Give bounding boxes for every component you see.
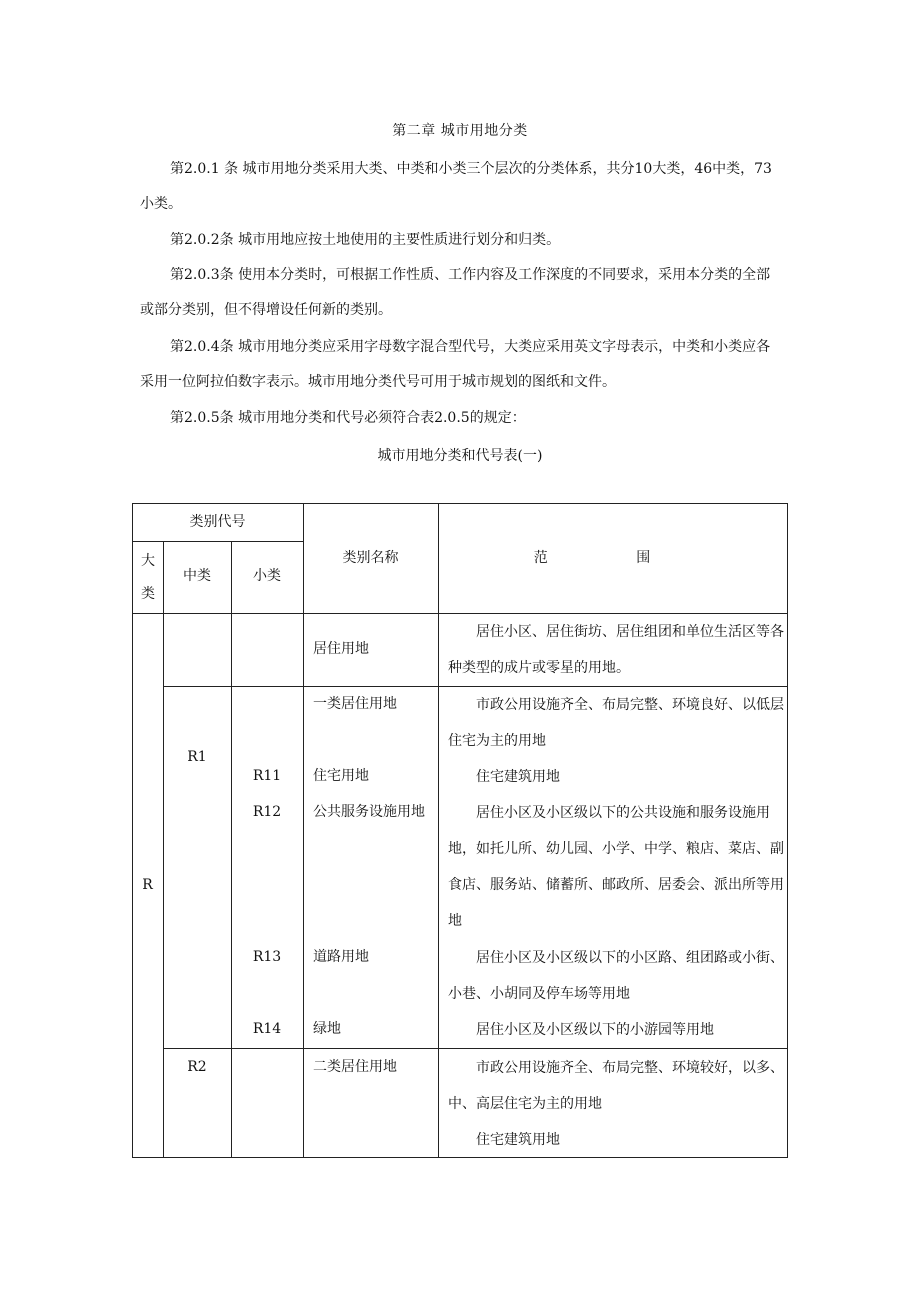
row-range: 市政公用设施齐全、布局完整、环境较好，以多、中、高层住宅为主的用地: [448, 1060, 784, 1112]
row-range: 居住小区及小区级以下的小游园等用地: [476, 1022, 714, 1038]
chapter-title: 第二章 城市用地分类: [392, 123, 528, 139]
row-range: 居住小区及小区级以下的小区路、组团路或小街、小巷、小胡同及停车场等用地: [448, 950, 784, 1002]
header-minor: 小类: [253, 568, 281, 584]
header-major-char-1: 大: [141, 553, 155, 569]
row-minor-code: R11: [252, 768, 282, 784]
paragraph-2-0-5: 第2.0.5条 城市用地分类和代号必须符合表2.0.5的规定：: [170, 410, 526, 426]
grid-line: [438, 503, 439, 1158]
header-code-group: 类别代号: [189, 514, 246, 530]
row-range: 居住小区及小区级以下的公共设施和服务设施用地，如托儿所、幼儿园、小学、中学、粮店、菜店、副食店、服务站、储蓄所、邮政所、居委会、派出所等用地: [448, 805, 784, 929]
row-medium-code: R2: [187, 1059, 207, 1075]
paragraph-2-0-4: 第2.0.4条 城市用地分类应采用字母数字混合型代号，大类应采用英文字母表示，中类和小类应各采用一位阿拉伯数字表示。城市用地分类代号可用于城市规划的图纸和文件。: [140, 339, 771, 390]
header-name: 类别名称: [342, 550, 399, 566]
row-name: 一类居住用地: [313, 696, 397, 712]
row-minor-code: R12: [252, 804, 282, 820]
row-name: 公共服务设施用地: [313, 804, 425, 820]
row-name: 道路用地: [313, 949, 369, 965]
major-code: R: [142, 877, 153, 893]
grid-line: [163, 1048, 788, 1049]
row-name: 绿地: [313, 1021, 341, 1037]
row-minor-code: R14: [252, 1021, 282, 1037]
paragraph-2-0-2: 第2.0.2条 城市用地应按土地使用的主要性质进行划分和归类。: [170, 232, 561, 248]
header-medium: 中类: [183, 568, 211, 584]
row-minor-code: R13: [252, 949, 282, 965]
row-range: 市政公用设施齐全、布局完整、环境良好、以低层住宅为主的用地: [448, 697, 784, 749]
paragraph-2-0-1: 第2.0.1 条 城市用地分类采用大类、中类和小类三个层次的分类体系，共分10大类，46中类，73小类。: [140, 161, 772, 212]
row-name: 住宅用地: [313, 768, 369, 784]
grid-line: [132, 541, 303, 542]
paragraph-2-0-3: 第2.0.3条 使用本分类时，可根据工作性质、工作内容及工作深度的不同要求，采用本分类的全部或部分类别，但不得增设任何新的类别。: [140, 267, 771, 318]
grid-line: [231, 541, 232, 1158]
header-major-char-2: 类: [141, 586, 155, 602]
header-range: 范 围: [533, 550, 693, 566]
row-name: 二类居住用地: [313, 1059, 397, 1075]
row-range: 住宅建筑用地: [476, 1132, 560, 1148]
row-range: 居住小区、居住街坊、居住组团和单位生活区等各种类型的成片或零星的用地。: [448, 624, 784, 676]
row-range: 住宅建筑用地: [476, 769, 560, 785]
row-name: 居住用地: [313, 641, 369, 657]
row-medium-code: R1: [187, 749, 207, 765]
grid-line: [303, 503, 304, 1158]
table-title: 城市用地分类和代号表(一): [377, 448, 543, 464]
